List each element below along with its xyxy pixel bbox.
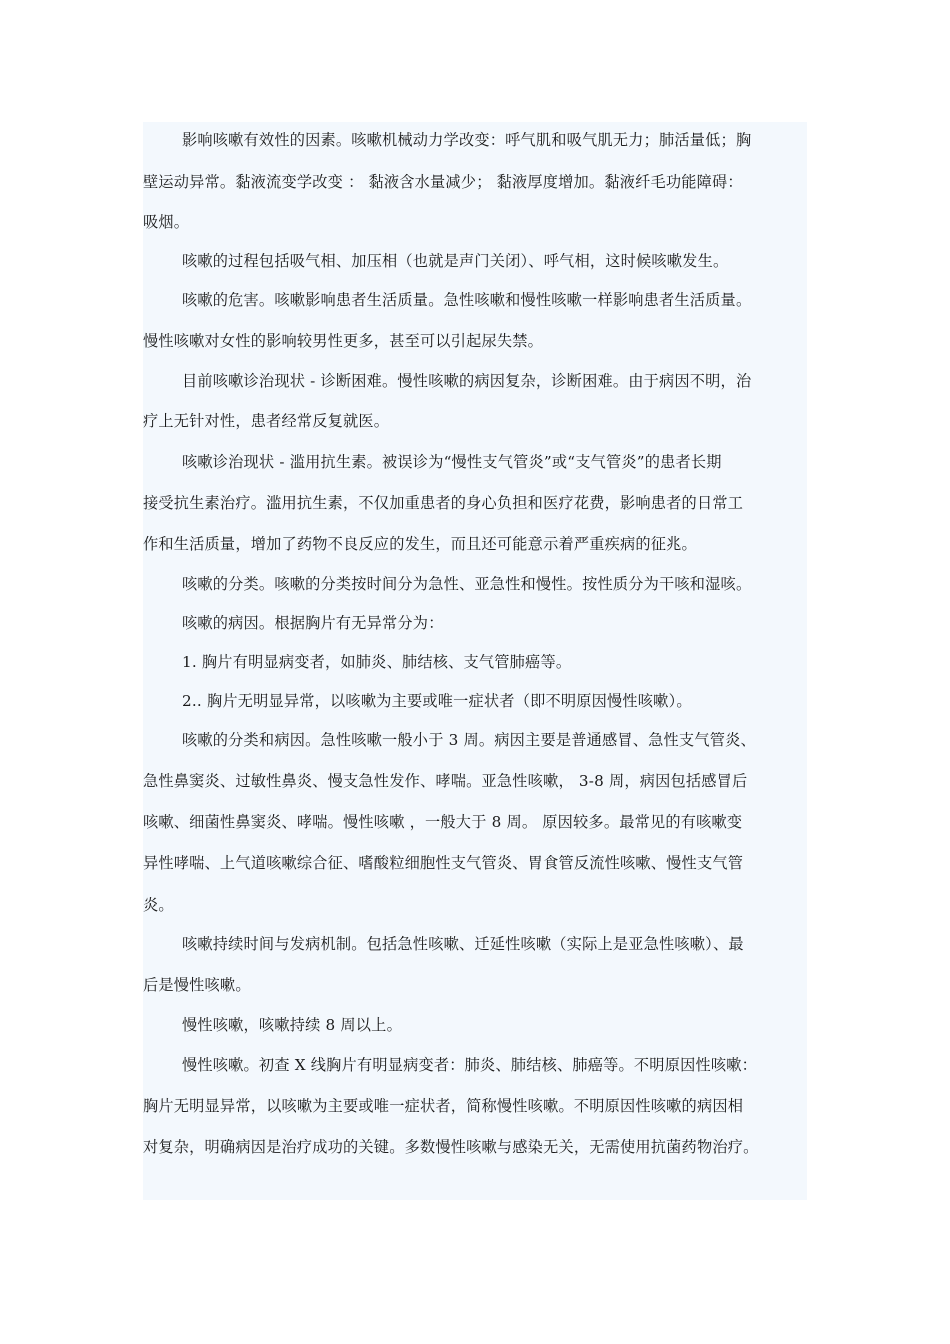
text-line: 影响咳嗽有效性的因素。咳嗽机械动力学改变：呼气肌和吸气肌无力；肺活量低；胸	[182, 131, 752, 149]
text-line: 炎。	[143, 896, 174, 914]
text-line: 作和生活质量，增加了药物不良反应的发生，而且还可能意示着严重疾病的征兆。	[143, 535, 697, 553]
text-line: 慢性咳嗽，咳嗽持续 8 周以上。	[182, 1016, 402, 1034]
text-line: 急性鼻窦炎、过敏性鼻炎、慢支急性发作、哮喘。亚急性咳嗽， 3-8 周，病因包括感冒后	[143, 772, 748, 790]
text-line: 咳嗽、细菌性鼻窦炎、哮喘。慢性咳嗽 ，一般大于 8 周。 原因较多。最常见的有咳嗽变	[143, 813, 743, 831]
text-line: 咳嗽的过程包括吸气相、加压相（也就是声门关闭）、呼气相，这时候咳嗽发生。	[182, 252, 729, 270]
text-line: 吸烟。	[143, 213, 190, 231]
text-line: 接受抗生素治疗。滥用抗生素，不仅加重患者的身心负担和医疗花费，影响患者的日常工	[143, 494, 744, 512]
text-line: 咳嗽持续时间与发病机制。包括急性咳嗽、迁延性咳嗽（实际上是亚急性咳嗽）、最	[182, 935, 744, 953]
text-line: 2.. 胸片无明显异常，以咳嗽为主要或唯一症状者（即不明原因慢性咳嗽）。	[182, 692, 692, 710]
text-line: 慢性咳嗽。初查 X 线胸片有明显病变者：肺炎、肺结核、肺癌等。不明原因性咳嗽：	[182, 1056, 758, 1074]
text-line: 咳嗽的病因。根据胸片有无异常分为：	[182, 614, 444, 632]
text-line: 后是慢性咳嗽。	[143, 976, 251, 994]
text-line: 胸片无明显异常，以咳嗽为主要或唯一症状者，简称慢性咳嗽。不明原因性咳嗽的病因相	[143, 1097, 744, 1115]
text-line: 壁运动异常。黏液流变学改变 ： 黏液含水量减少； 黏液厚度增加。黏液纤毛功能障碍：	[143, 173, 743, 191]
text-line: 咳嗽的分类和病因。急性咳嗽一般小于 3 周。病因主要是普通感冒、急性支气管炎、	[182, 731, 756, 749]
text-line: 目前咳嗽诊治现状 - 诊断困难。慢性咳嗽的病因复杂，诊断困难。由于病因不明，治	[182, 372, 752, 390]
text-line: 咳嗽的分类。咳嗽的分类按时间分为急性、亚急性和慢性。按性质分为干咳和湿咳。	[182, 575, 752, 593]
text-line: 异性哮喘、上气道咳嗽综合征、嗜酸粒细胞性支气管炎、胃食管反流性咳嗽、慢性支气管	[143, 854, 744, 872]
text-line: 对复杂，明确病因是治疗成功的关键。多数慢性咳嗽与感染无关，无需使用抗菌药物治疗。	[143, 1138, 759, 1156]
text-line: 1. 胸片有明显病变者，如肺炎、肺结核、支气管肺癌等。	[182, 653, 572, 671]
text-line: 慢性咳嗽对女性的影响较男性更多，甚至可以引起尿失禁。	[143, 332, 544, 350]
text-line: 咳嗽的危害。咳嗽影响患者生活质量。急性咳嗽和慢性咳嗽一样影响患者生活质量。	[182, 291, 752, 309]
text-line: 咳嗽诊治现状 - 滥用抗生素。被误诊为“慢性支气管炎”或“支气管炎”的患者长期	[182, 453, 722, 471]
document-content-block	[143, 122, 807, 1200]
text-line: 疗上无针对性，患者经常反复就医。	[143, 412, 390, 430]
